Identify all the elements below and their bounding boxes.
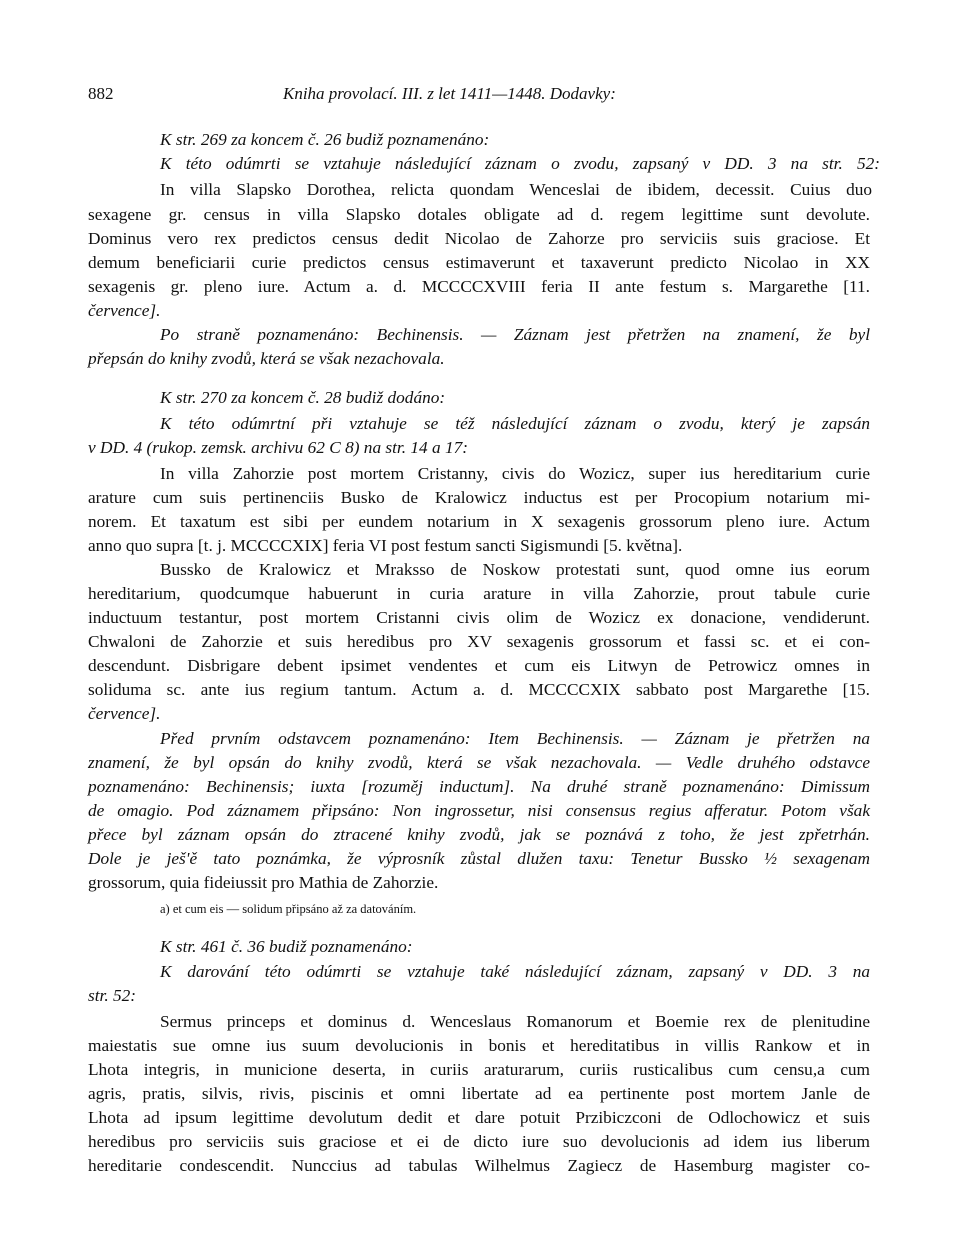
latin-text-line: agris, pratis, silvis, rivis, piscinis et omni libertate ad ea pertinente post mortem Janle de	[88, 1084, 870, 1103]
latin-text-line: heredibus pro serviciis suis graciose et ei de dicto iure suo devolucionis ad idem ius liberum	[88, 1132, 870, 1151]
latin-text-line: Lhota ad ipsum legittime devolutum dedit et dare potuit Przibiczconi de Odlochowicz et suis	[88, 1108, 870, 1127]
latin-text-line: Dominus vero rex predictos census dedit Nicolao de Zahorze pro serviciis suis graciose. Et	[88, 229, 870, 248]
editorial-note: Po straně poznamenáno: Bechinensis. — Záznam jest přetržen na znamení, že byl	[160, 325, 870, 344]
latin-text-line: Bussko de Kralowicz et Mraksso de Noskow protestati sunt, quod omne ius eorum	[160, 560, 870, 579]
editorial-note: de omagio. Pod záznamem připsáno: Non ingrossetur, nisi consensus regius afferatur. Potom však	[88, 801, 870, 820]
latin-text-line: soliduma sc. ante ius regium tantum. Actum a. d. MCCCCXIX sabbato post Margarethe [15.	[88, 680, 870, 699]
latin-text-line: norem. Et taxatum est sibi per eundem notarium in X sexagenis grossorum pleno iure. Actum	[88, 512, 870, 531]
editorial-note: grossorum, quia fideiussit pro Mathia de Zahorzie.	[88, 873, 439, 892]
editorial-note: Před prvním odstavcem poznamenáno: Item Bechinensis. — Záznam je přetržen na	[160, 729, 870, 748]
editorial-note: Dole je ješ'ě tato poznámka, že výprosník zůstal dlužen taxu: Tenetur Bussko ½ sexagenam	[88, 849, 870, 868]
editorial-note: přece byl záznam opsán do ztracené knihy zvodů, jak se poznává z toho, že jest zpřetrhán.	[88, 825, 870, 844]
section-heading: K str. 270 za koncem č. 28 budiž dodáno:	[160, 388, 446, 407]
latin-text-line: července].	[88, 704, 161, 723]
page-number: 882	[88, 84, 114, 103]
editorial-note: K této odúmrti se vztahuje následující záznam o zvodu, zapsaný v DD. 3 na str. 52:	[160, 154, 880, 173]
latin-text-line: anno quo supra [t. j. MCCCCXIX] feria VI post festum sancti Sigismundi [5. května].	[88, 536, 683, 555]
latin-text-line: Sermus princeps et dominus d. Wenceslaus Romanorum et Boemie rex de plenitudine	[160, 1012, 870, 1031]
editorial-note: str. 52:	[88, 986, 137, 1005]
section-heading: K str. 269 za koncem č. 26 budiž poznamenáno:	[160, 130, 490, 149]
running-title: Kniha provolací. III. z let 1411—1448. Dodavky:	[283, 84, 616, 103]
latin-text-line: inductuum testantur, post mortem Cristanni civis olim de Wozicz ex donacione, vendiderunt.	[88, 608, 870, 627]
editorial-note: K darování této odúmrti se vztahuje také následující záznam, zapsaný v DD. 3 na	[160, 962, 870, 981]
latin-text-line: sexagenis gr. pleno iure. Actum a. d. MCCCCXVIII feria II ante festum s. Margarethe [11.	[88, 277, 870, 296]
latin-text-line: maiestatis sue omne ius suum devolucionis in bonis et hereditatibus in villis Rankow et in	[88, 1036, 870, 1055]
editorial-note: v DD. 4 (rukop. zemsk. archivu 62 C 8) na str. 14 a 17:	[88, 438, 468, 457]
latin-text-line: Chwaloni de Zahorzie et suis heredibus pro XV sexagenis grossorum et fassi sc. et ei con-	[88, 632, 870, 651]
latin-text-line: července].	[88, 301, 161, 320]
latin-text-line: Lhota integris, in municione deserta, in curiis araturarum, curiis rusticalibus cum censu,a cum	[88, 1060, 870, 1079]
latin-text-line: hereditarie condescendit. Nunccius ad tabulas Wilhelmus Zagiecz de Hasemburg magister co-	[88, 1156, 870, 1175]
latin-text-line: hereditarium, quodcumque habuerunt in curia arature in villa Zahorzie, prout tabule curie	[88, 584, 870, 603]
latin-text-line: In villa Zahorzie post mortem Cristanny, civis do Wozicz, super ius hereditarium curie	[160, 464, 870, 483]
latin-text-line: sexagene gr. census in villa Slapsko dotales obligate ad d. regem legittime sunt devolute.	[88, 205, 870, 224]
editorial-note: poznamenáno: Bechinensis; iuxta [rozuměj inductum]. Na druhé straně poznamenáno: Dimissum	[88, 777, 870, 796]
editorial-note: K této odúmrtní při vztahuje se též následující záznam o zvodu, který je zapsán	[160, 414, 870, 433]
latin-text-line: arature cum suis pertinenciis Busko de Kralowicz inductus est per Procopium notarium mi-	[88, 488, 870, 507]
latin-text-line: demum beneficiarii curie predictos census estimaverunt et taxaverunt predicto Nicolao in XX	[88, 253, 870, 272]
latin-text-line: In villa Slapsko Dorothea, relicta quondam Wenceslai de ibidem, decessit. Cuius duo	[160, 180, 872, 199]
editorial-note: znamení, že byl opsán do knihy zvodů, která se však nezachovala. — Vedle druhého odstavce	[88, 753, 870, 772]
section-heading: K str. 461 č. 36 budiž poznamenáno:	[160, 937, 413, 956]
footnote: a) et cum eis — solidum připsáno až za datováním.	[160, 902, 417, 916]
latin-text-line: descendunt. Disbrigare debent ipsimet vendentes et cum eis Litwyn de Petrowicz omnes in	[88, 656, 870, 675]
editorial-note: přepsán do knihy zvodů, která se však nezachovala.	[88, 349, 445, 368]
